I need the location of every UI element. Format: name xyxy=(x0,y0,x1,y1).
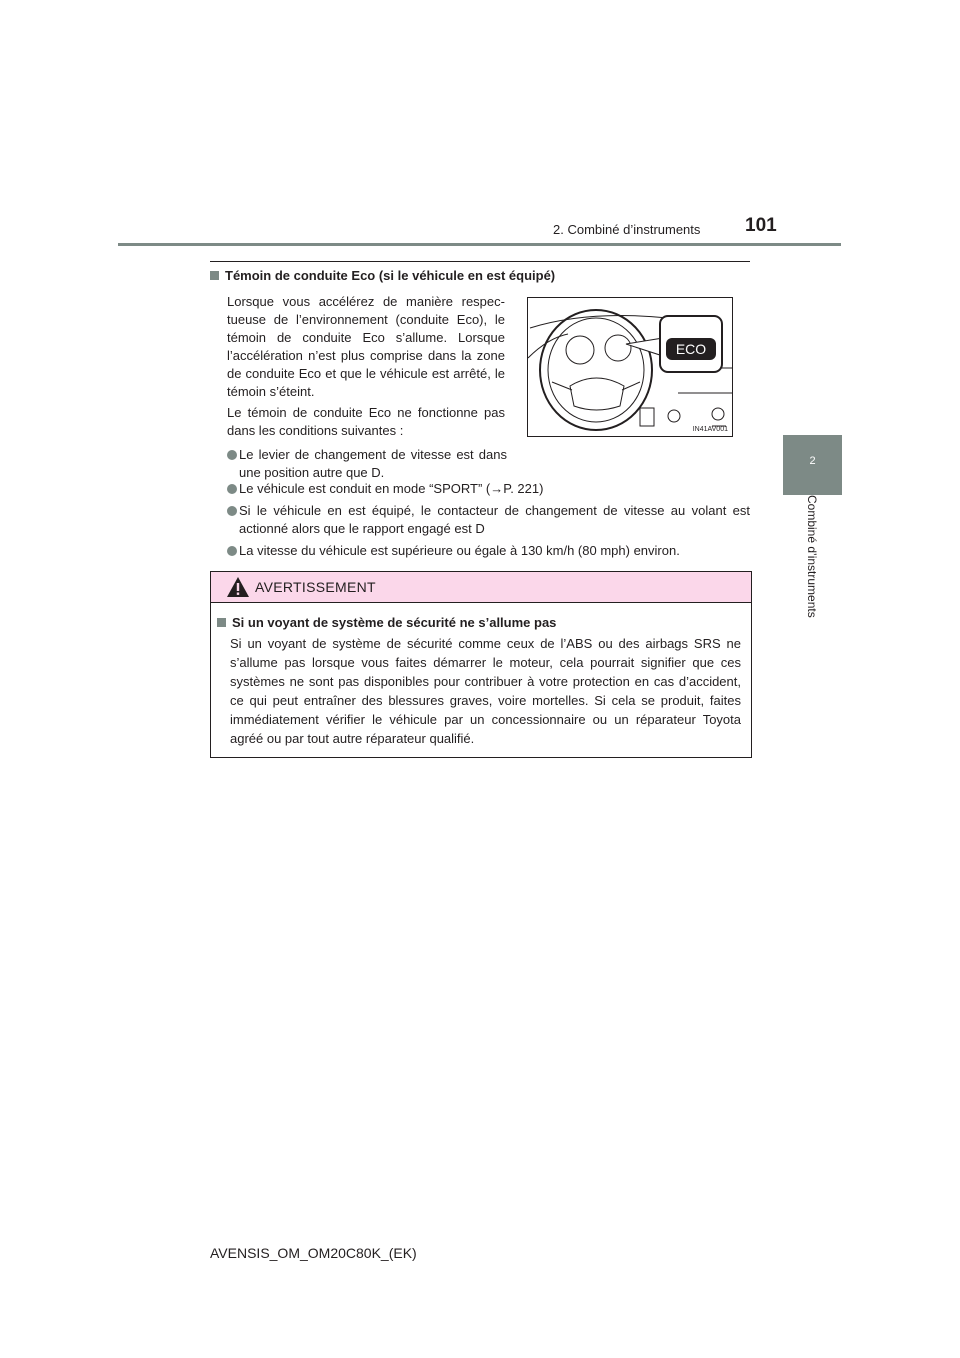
warning-subtitle: Si un voyant de système de sécurité ne s’allume pas xyxy=(232,615,557,630)
list-item xyxy=(227,480,750,498)
warning-body: Si un voyant de système de sécurité comme ceux de l’ABS ou des airbags SRS ne s’allume pas lorsque vous faites démarrer le moteur, cela pourrait signifier que ces systèmes ne sont pas disponibles pour contribuer à votre protection en cas d’accident, ce qui peut entraîner des blessures graves, voire mortelles. Si cela se produit, faites immédiatement vérifier le véhicule par un concessionnaire ou un réparateur Toyota agréé ou par tout autre réparateur qualifié. xyxy=(230,636,741,746)
warning-header xyxy=(211,572,751,603)
eco-indicator-illustration xyxy=(527,297,733,437)
bullet-dot-icon xyxy=(227,484,237,494)
chapter-tab xyxy=(783,435,842,495)
intro-paragraph: Lorsque vous accélérez de manière respectueuse de l’environnement (conduite Eco), le témoin de conduite Eco s’allume. Lorsque l’accélération n’est plus comprise dans la zone de conduite Eco et que le véhicule est arrêté, le témoin s’éteint. xyxy=(227,294,505,399)
chapter-tab-label xyxy=(783,495,842,643)
bullet-dot-icon xyxy=(227,450,237,460)
eco-indicator-label: ECO xyxy=(675,341,707,357)
list-item xyxy=(227,502,750,538)
header-divider xyxy=(118,243,841,246)
dashboard-steering-wheel-icon xyxy=(528,298,732,436)
section-divider xyxy=(210,261,750,262)
document-id: AVENSIS_OM_OM20C80K_(EK) xyxy=(210,1245,417,1261)
chapter-title: Combiné d’instruments xyxy=(805,495,819,618)
list-item xyxy=(227,446,507,482)
warning-triangle-icon xyxy=(226,576,250,598)
section-heading xyxy=(210,268,555,283)
bullet-dot-icon xyxy=(227,506,237,516)
list-item-text: Le levier de changement de vitesse est dans une position autre que D. xyxy=(239,447,507,480)
warning-title: AVERTISSEMENT xyxy=(255,579,376,595)
header-section-title: 2. Combiné d’instruments xyxy=(553,222,701,237)
section-title: Témoin de conduite Eco (si le véhicule en est équipé) xyxy=(225,268,556,283)
page-number: 101 xyxy=(745,215,777,236)
list-item-text: La vitesse du véhicule est supérieure ou égale à 130 km/h (80 mph) environ. xyxy=(239,543,680,558)
list-item-text: Si le véhicule en est équipé, le contacteur de changement de vitesse au volant est actionné alors que le rapport engagé est D xyxy=(239,503,750,536)
warning-subheading xyxy=(217,615,556,630)
list-item-text: Le véhicule est conduit en mode “SPORT” (→P. 221) xyxy=(239,481,544,496)
chapter-number: 2 xyxy=(809,455,816,467)
bullet-dot-icon xyxy=(227,546,237,556)
square-bullet-icon xyxy=(217,618,226,627)
list-item xyxy=(227,542,750,560)
warning-box xyxy=(210,571,752,758)
conditions-paragraph: Le témoin de conduite Eco ne fonctionne pas dans les conditions suivantes : xyxy=(227,405,505,438)
square-bullet-icon xyxy=(210,271,219,280)
figure-code: IN41AV001 xyxy=(692,426,728,433)
